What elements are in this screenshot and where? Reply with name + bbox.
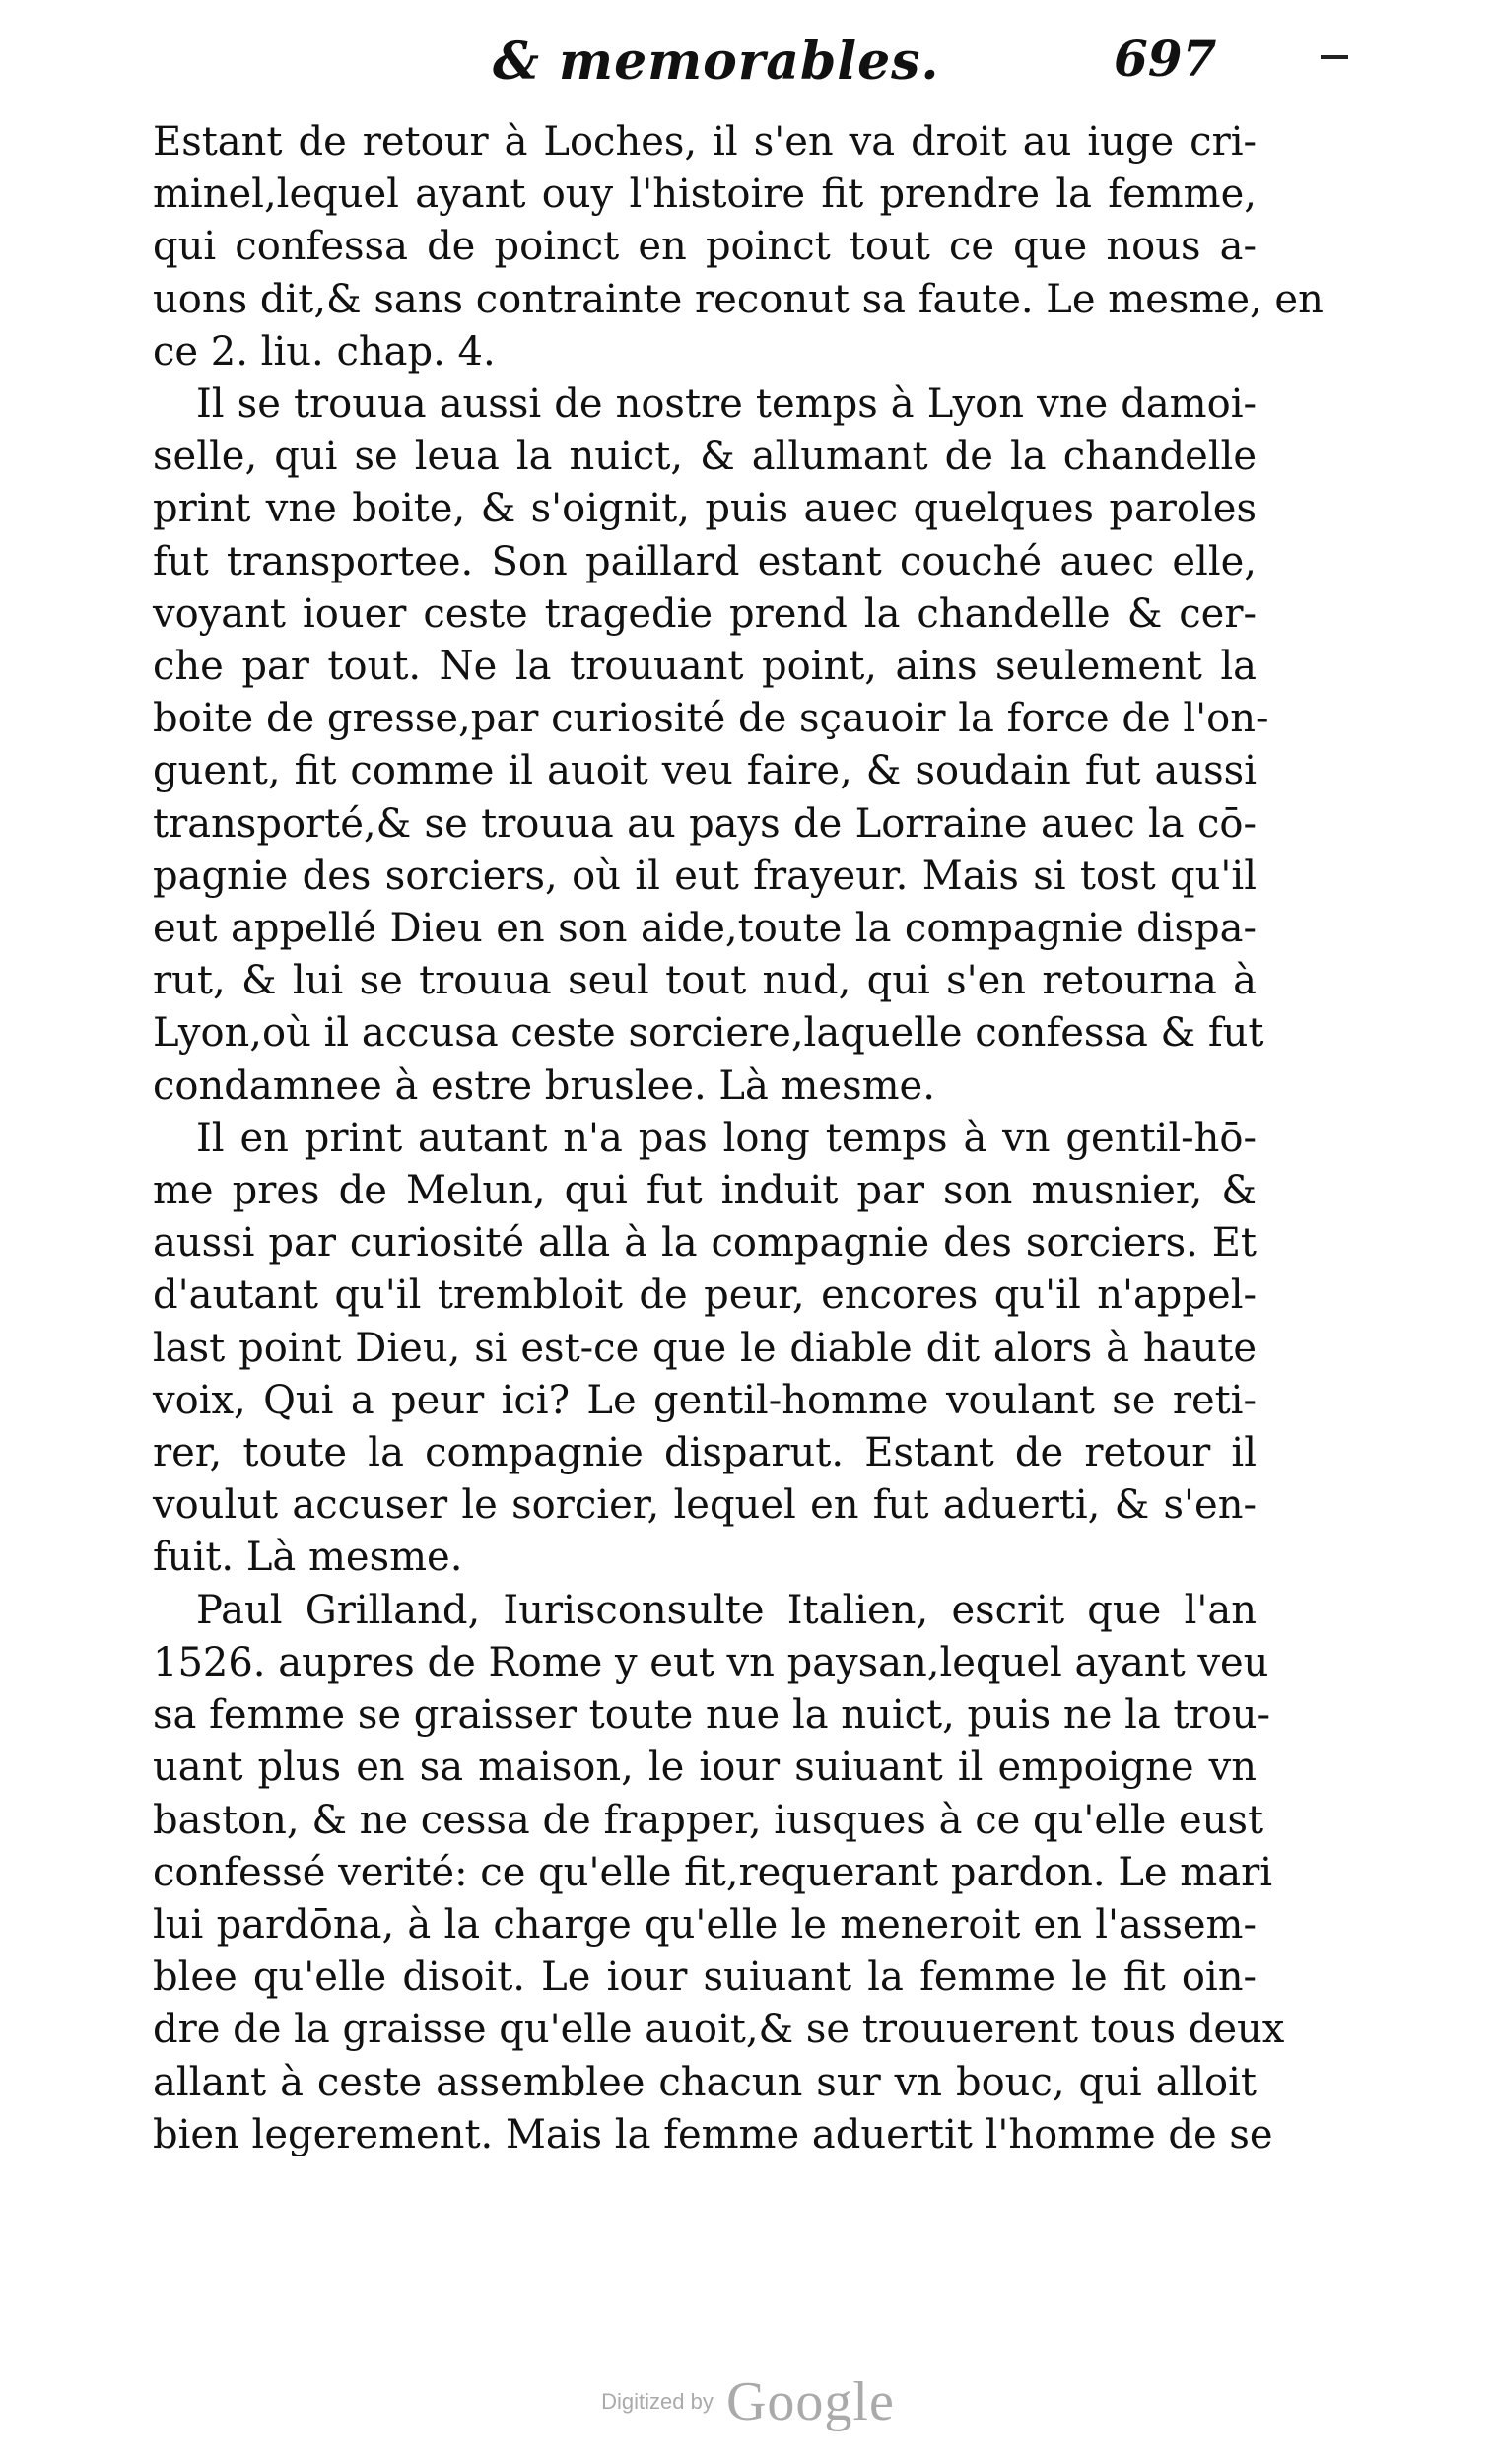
- text-line: Il en print autant n'a pas long temps à vn gentil-hō-: [196, 1115, 1257, 1161]
- text-line: baston, & ne cessa de frapper, iusques à ce qu'elle eust: [153, 1797, 1264, 1843]
- text-line: d'autant qu'il trembloit de peur, encores qu'il n'appel-: [153, 1272, 1257, 1319]
- text-line: boite de gresse,par curiosité de sçauoir la force de l'on-: [153, 696, 1269, 742]
- text-line: che par tout. Ne la trouuant point, ains seulement la: [153, 644, 1257, 690]
- text-line: confessé verité: ce qu'elle fit,requerant pardon. Le mari: [153, 1849, 1272, 1895]
- google-wordmark: Google: [725, 2371, 895, 2432]
- text-line: selle, qui se leua la nuict, & allumant de la chandelle: [153, 434, 1257, 480]
- text-line: voyant iouer ceste tragedie prend la chandelle & cer-: [153, 590, 1257, 637]
- text-line: dre de la graisse qu'elle auoit,& se trouuerent tous deux: [153, 2007, 1285, 2053]
- text-line: eut appellé Dieu en son aide,toute la compagnie dispa-: [153, 906, 1257, 952]
- text-line: minel,lequel ayant ouy l'histoire fit prendre la femme,: [153, 171, 1257, 218]
- text-line: allant à ceste assemblee chacun sur vn bouc, qui alloit: [153, 2059, 1257, 2105]
- text-line: fuit. Là mesme.: [153, 1535, 463, 1581]
- margin-mark: [1321, 55, 1348, 59]
- text-line: voix, Qui a peur ici? Le gentil-homme voulant se reti-: [153, 1377, 1257, 1423]
- text-line: voulut accuser le sorcier, lequel en fut aduerti, & s'en-: [153, 1482, 1257, 1529]
- text-line: lui pardōna, à la charge qu'elle le meneroit en l'assem-: [153, 1901, 1257, 1948]
- text-line: me pres de Melun, qui fut induit par son musnier, &: [153, 1168, 1257, 1214]
- text-line: Lyon,où il accusa ceste sorciere,laquelle confessa & fut: [153, 1010, 1264, 1057]
- text-line: blee qu'elle disoit. Le iour suiuant la femme le fit oin-: [153, 1954, 1257, 2001]
- text-line: qui confessa de poinct en poinct tout ce que nous a-: [153, 224, 1257, 270]
- running-title: & memorables.: [493, 32, 940, 92]
- text-line: 1526. aupres de Rome y eut vn paysan,lequel ayant veu: [153, 1639, 1269, 1685]
- text-line: transporté,& se trouua au pays de Lorraine auec la cō-: [153, 800, 1257, 847]
- text-line: uant plus en sa maison, le iour suiuant il empoigne vn: [153, 1745, 1257, 1791]
- body-text: [153, 116, 1324, 2161]
- digitized-label: Digitized by: [601, 2389, 714, 2414]
- page-number: 697: [1114, 30, 1217, 88]
- text-line: ce 2. liu. chap. 4.: [153, 328, 496, 375]
- text-line: sa femme se graisser toute nue la nuict, puis ne la trou-: [153, 1692, 1270, 1739]
- text-line: Estant de retour à Loches, il s'en va droit au iuge cri-: [153, 119, 1257, 165]
- text-line: bien legerement. Mais la femme aduertit l'homme de se: [153, 2111, 1273, 2157]
- text-line: Il se trouua aussi de nostre temps à Lyon vne damoi-: [196, 381, 1257, 428]
- text-line: pagnie des sorciers, où il eut frayeur. Mais si tost qu'il: [153, 853, 1257, 899]
- text-line: rut, & lui se trouua seul tout nud, qui s'en retourna à: [153, 958, 1257, 1004]
- text-line: guent, fit comme il auoit veu faire, & soudain fut aussi: [153, 748, 1257, 794]
- text-line: fut transportee. Son paillard estant couché auec elle,: [153, 538, 1257, 584]
- text-line: Paul Grilland, Iurisconsulte Italien, escrit que l'an: [196, 1587, 1257, 1633]
- text-line: uons dit,& sans contrainte reconut sa faute. Le mesme, en: [153, 276, 1324, 322]
- digitization-watermark: [0, 2370, 1496, 2433]
- text-line: last point Dieu, si est-ce que le diable dit alors à haute: [153, 1325, 1257, 1371]
- text-line: print vne boite, & s'oignit, puis auec quelques paroles: [153, 486, 1257, 532]
- text-line: rer, toute la compagnie disparut. Estant de retour il: [153, 1430, 1257, 1476]
- text-line: aussi par curiosité alla à la compagnie des sorciers. Et: [153, 1220, 1257, 1266]
- text-line: condamnee à estre bruslee. Là mesme.: [153, 1062, 935, 1109]
